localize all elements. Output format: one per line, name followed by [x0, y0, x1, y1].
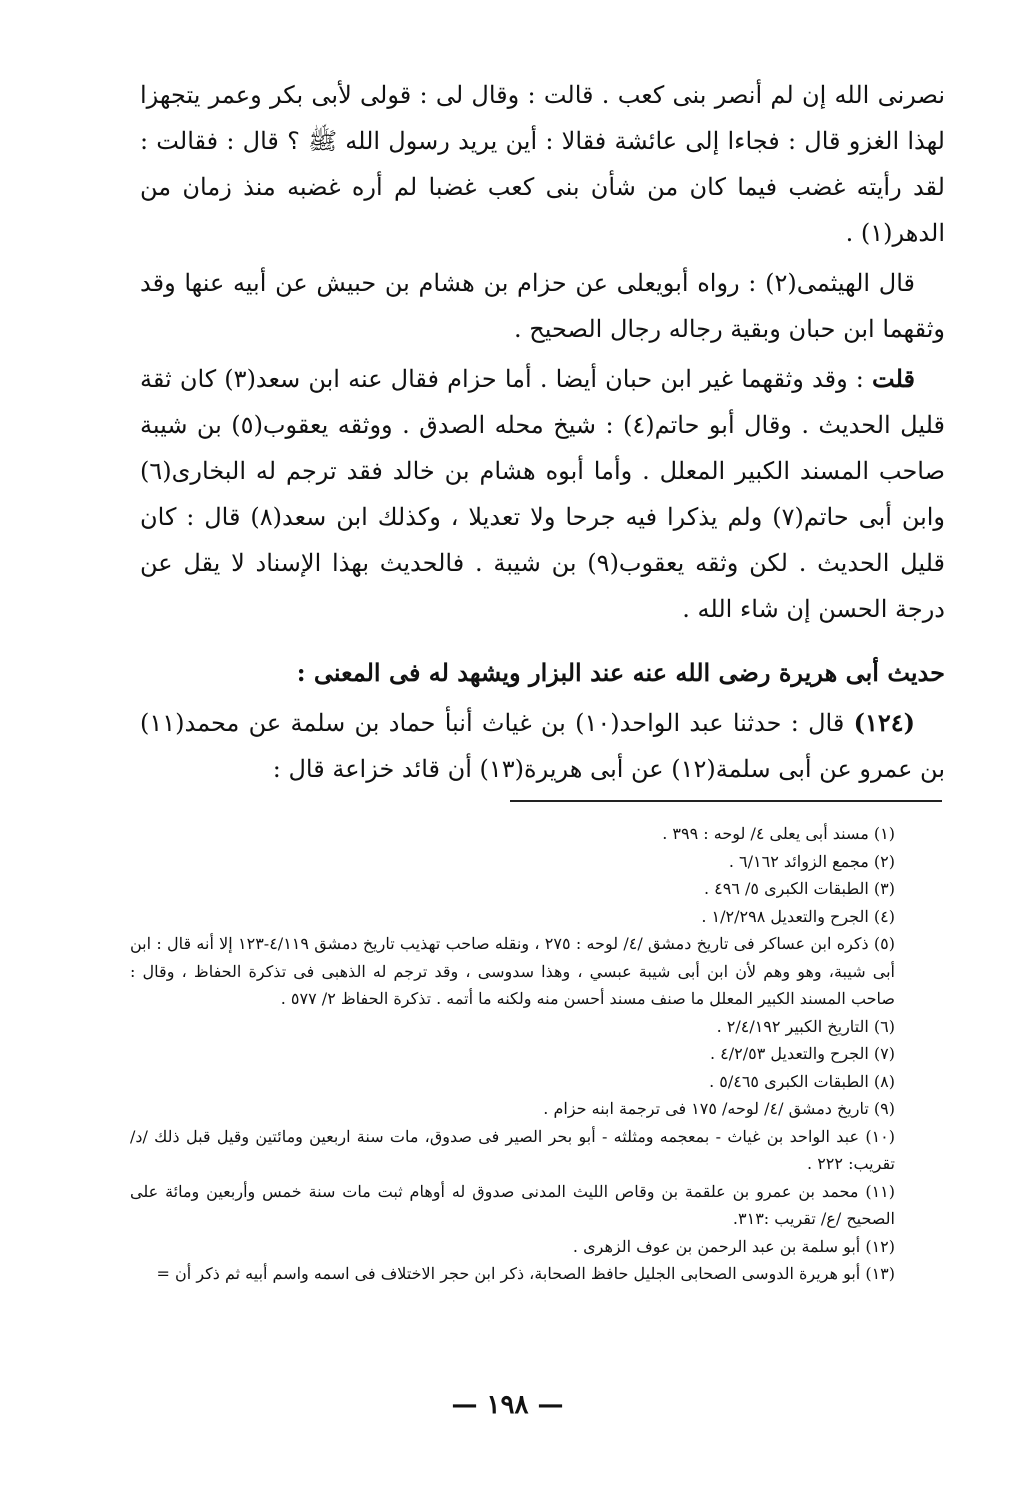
footnote-divider	[510, 800, 942, 802]
footnote-10: (١٠) عبد الواحد بن غياث - بمعجمه ومثلثه - أبو بحر الصير فى صدوق، مات سنة اربعين ومائتين وقيل قبل ذلك /د/ تقريب: ٢٢٢ .	[130, 1126, 895, 1173]
footnote-13: (١٣) أبو هريرة الدوسى الصحابى الجليل حافظ الصحابة، ذكر ابن حجر الاختلاف فى اسمه واسم أبيه ثم ذكر أن =	[156, 1264, 895, 1283]
paragraph-2: قال الهيثمى(٢) : رواه أبويعلى عن حزام بن هشام بن حبيش عن أبيه عنها وقد وثقهما ابن حبان وبقية رجاله رجال الصحيح .	[140, 269, 945, 343]
paragraph-3-lead: قلت	[872, 364, 915, 393]
hadith-number: (١٢٤)	[853, 708, 915, 737]
footnote-8: (٨) الطبقات الكبرى ٥/٤٦٥ .	[709, 1071, 895, 1091]
footnote-6: (٦) التاريخ الكبير ٢/٤/١٩٢ .	[716, 1016, 895, 1036]
footnote-11: (١١) محمد بن عمرو بن علقمة بن وقاص الليث المدنى صدوق له أوهام ثبت مات سنة خمس وأربعين ومائة على الصحيح /ع/ تقريب :٣١٣.	[130, 1181, 895, 1228]
footnote-4: (٤) الجرح والتعديل ١/٢/٢٩٨ .	[701, 906, 895, 926]
paragraph-3	[140, 356, 945, 632]
paragraph-1: نصرنى الله إن لم أنصر بنى كعب . قالت : وقال لى : قولى لأبى بكر وعمر يتجهزا لهذا الغزو قال : فجاءا إلى عائشة فقالا : أين يريد رسول الله ﷺ ؟ قال : فقالت : لقد رأيته غضب فيما كان من شأن بنى كعب غضبا لم أره غضبه منذ زمان من الدهر(١) .	[140, 81, 945, 247]
footnote-1: (١) مسند أبى يعلى ٤/ لوحه : ٣٩٩ .	[662, 824, 895, 843]
footnote-9: (٩) تاريخ دمشق /٤/ لوحه/ ١٧٥ فى ترجمة ابنه حزام .	[543, 1099, 895, 1118]
footnote-3: (٣) الطبقات الكبرى ٥/ ٤٩٦ .	[703, 879, 895, 898]
paragraph-3-body: : وقد وثقهما غير ابن حبان أيضا . أما حزام فقال عنه ابن سعد(٣) كان ثقة قليل الحديث . وقال أبو حاتم(٤) : شيخ محله الصدق . ووثقه يعقوب(٥) بن شيبة صاحب المسند الكبير المعلل . وأما أبوه هشام بن خالد فقد ترجم له البخارى(٦) وابن أبى حاتم(٧) ولم يذكرا فيه جرحا ولا تعديلا ، وكذلك ابن سعد(٨) قال : كان قليل الحديث . لكن وثقه يعقوب(٩) بن شيبة . فالحديث بهذا الإسناد لا يقل عن درجة الحسن إن شاء الله .	[140, 365, 946, 623]
hadith-text: قال : حدثنا عبد الواحد(١٠) بن غياث أنبأ حماد بن سلمة عن محمد(١١) بن عمرو عن أبى سلمة(١٢) عن أبى هريرة(١٣) أن قائد خزاعة قال :	[140, 709, 945, 783]
footnotes	[130, 820, 915, 1288]
footnote-2: (٢) مجمع الزوائد ٦/١٦٢ .	[728, 851, 895, 871]
hadith-paragraph	[140, 700, 945, 792]
section-heading: حديث أبى هريرة رضى الله عنه عند البزار ويشهد له فى المعنى :	[296, 658, 945, 687]
footnote-5: (٥) ذكره ابن عساكر فى تاريخ دمشق /٤/ لوحه : ٢٧٥ ، ونقله صاحب تهذيب تاريخ دمشق ٤/١١٩-١٢٣ إلا أنه قال : ابن أبى شيبة، وهو وهم لأن ابن أبى شيبة عبسي ، وهذا سدوسى ، وقد ترجم له الذهبى فى تذكرة الحفاظ ، وقال : صاحب المسند الكبير المعلل ما صنف مسند أحسن منه ولكنه ما أتمه . تذكرة الحفاظ ٢/ ٥٧٧ .	[130, 934, 896, 1008]
footnote-7: (٧) الجرح والتعديل ٤/٢/٥٣ .	[709, 1044, 895, 1063]
footnote-12: (١٢) أبو سلمة بن عبد الرحمن بن عوف الزهرى .	[572, 1236, 895, 1256]
main-text	[140, 72, 945, 796]
page-number: — ١٩٨ —	[451, 1390, 564, 1420]
